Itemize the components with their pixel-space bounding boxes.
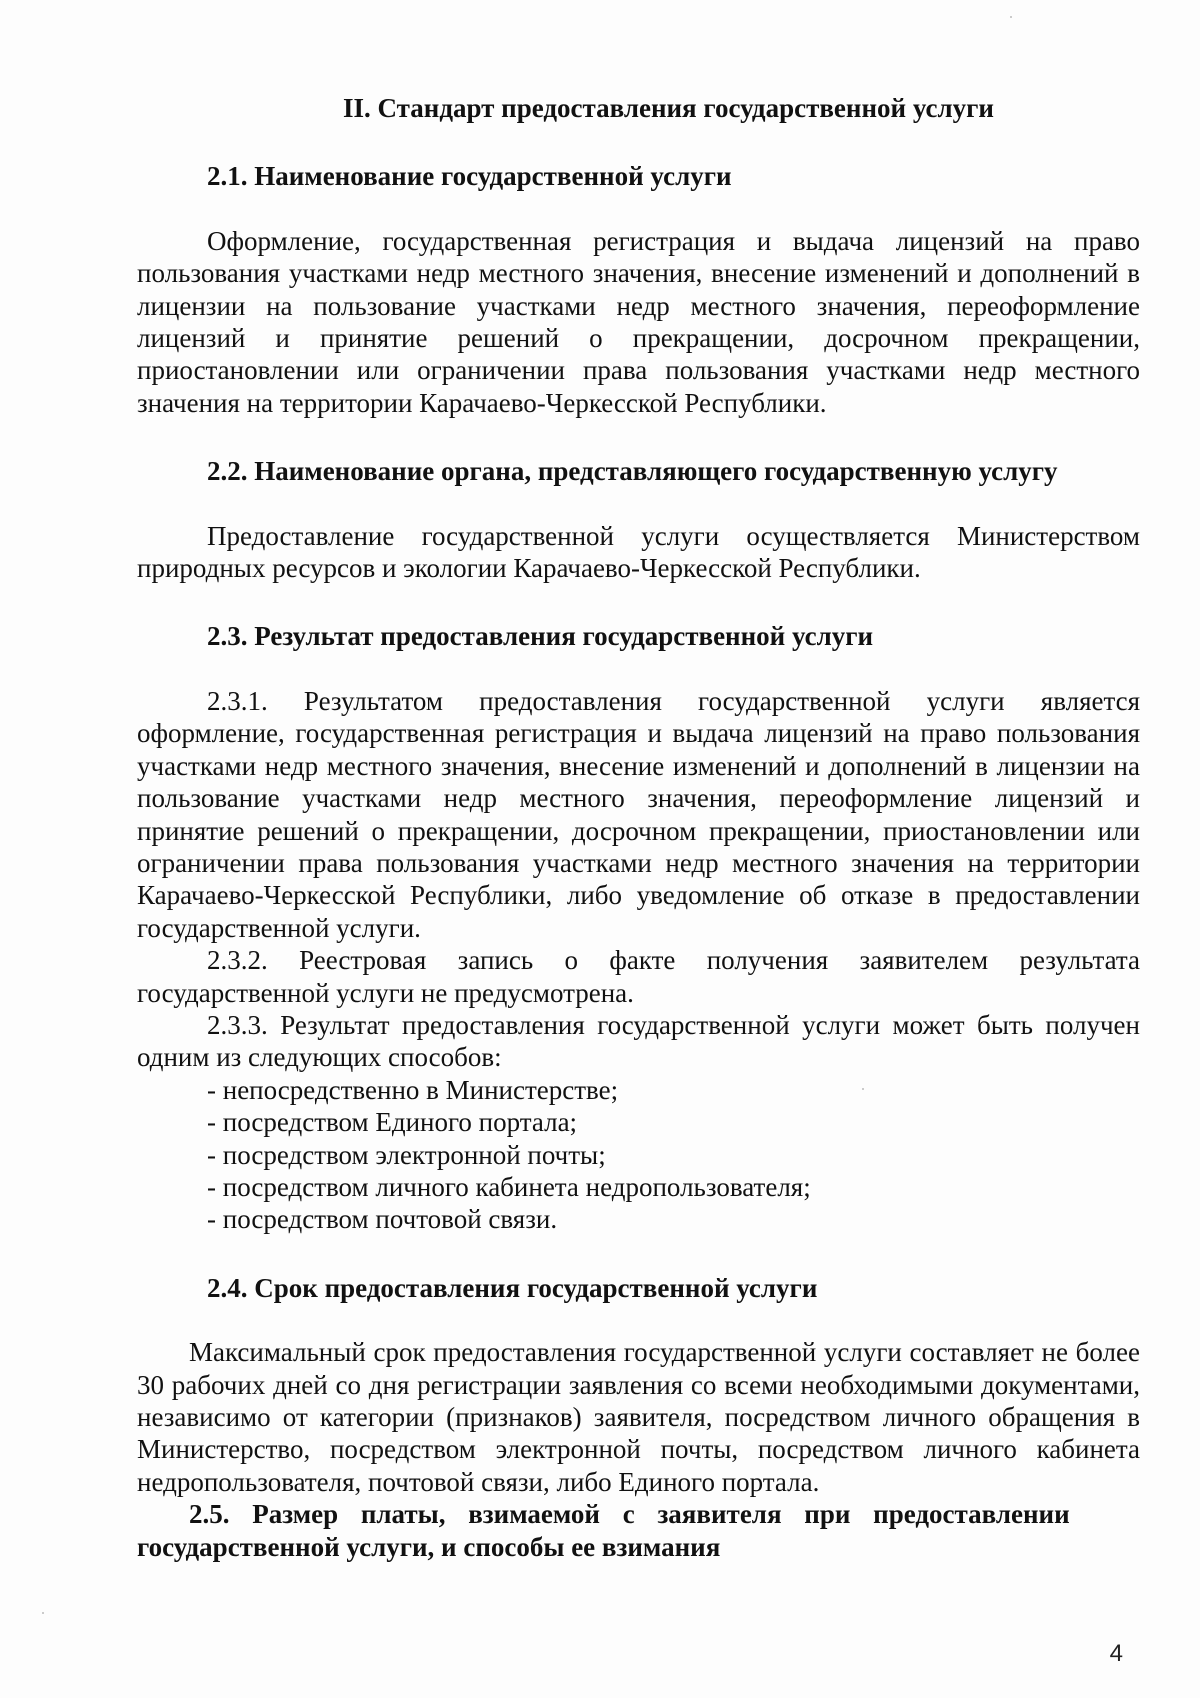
- paragraph-2-3-3: 2.3.3. Результат предоставления государственной услуги может быть получен одним из следующих способов:: [137, 1009, 1140, 1073]
- paragraph-2-2: Предоставление государственной услуги осуществляется Министерством природных ресурсов и экологии Карачаево-Черкесской Республики.: [137, 520, 1140, 584]
- heading-2-3: 2.3. Результат предоставления государственной услуги: [207, 621, 874, 652]
- heading-2-5-line1: 2.5. Размер платы, взимаемой с заявителя при предоставлении: [189, 1499, 1070, 1530]
- scan-speck: [42, 1612, 44, 1614]
- paragraph-2-1: Оформление, государственная регистрация и выдача лицензий на право пользования участками недр местного значения, внесение изменений и дополнений в лицензии на пользование участками недр местного значения, переоформление лицензий и принятие решений о прекращении, досрочном прекращении, приостановлении или ограничении права пользования участками недр местного значения на территории Карачаево-Черкесской Республики.: [137, 225, 1140, 418]
- scan-speck: [862, 1088, 864, 1090]
- heading-2-5: [137, 1498, 1140, 1563]
- heading-2-1: 2.1. Наименование государственной услуги: [207, 161, 732, 192]
- paragraph-2-4: Максимальный срок предоставления государственной услуги составляет не более 30 рабочих дней со дня регистрации заявления со всеми необходимыми документами, независимо от категории (признаков) заявителя, посредством личного обращения в Министерство, посредством электронной почты, посредством личного кабинета недропользователя, почтовой связи, либо Единого портала.: [137, 1337, 1140, 1497]
- result-methods-list: [137, 1074, 1140, 1236]
- list-item: - посредством почтовой связи.: [207, 1204, 558, 1235]
- document-body: [137, 92, 1140, 1563]
- scan-speck: [1010, 16, 1012, 18]
- list-item: - посредством Единого портала;: [207, 1107, 578, 1138]
- section-title: II. Стандарт предоставления государственной услуги: [343, 93, 994, 123]
- list-item: - посредством электронной почты;: [207, 1139, 606, 1170]
- paragraph-2-3-2: 2.3.2. Реестровая запись о факте получения заявителем результата государственной услуги не предусмотрена.: [137, 945, 1140, 1008]
- heading-2-4: 2.4. Срок предоставления государственной услуги: [207, 1272, 818, 1303]
- page-number: 4: [1109, 1640, 1123, 1667]
- paragraph-2-3-1: 2.3.1. Результатом предоставления государственной услуги является оформление, государственная регистрация и выдача лицензий на право пользования участками недр местного значения, внесение изменений и дополнений в лицензии на пользование участками недр местного значения, переоформление лицензий и принятие решений о прекращении, досрочном прекращении, приостановлении или ограничении права пользования участками недр местного значения на территории Карачаево-Черкесской Республики, либо уведомление об отказе в предоставлении государственной услуги.: [137, 685, 1140, 943]
- heading-2-2: 2.2. Наименование органа, представляющего государственную услугу: [207, 456, 1058, 487]
- list-item: - посредством личного кабинета недропользователя;: [207, 1171, 811, 1202]
- list-item: - непосредственно в Министерстве;: [207, 1074, 619, 1105]
- heading-2-5-line2: государственной услуги, и способы ее взимания: [137, 1531, 721, 1562]
